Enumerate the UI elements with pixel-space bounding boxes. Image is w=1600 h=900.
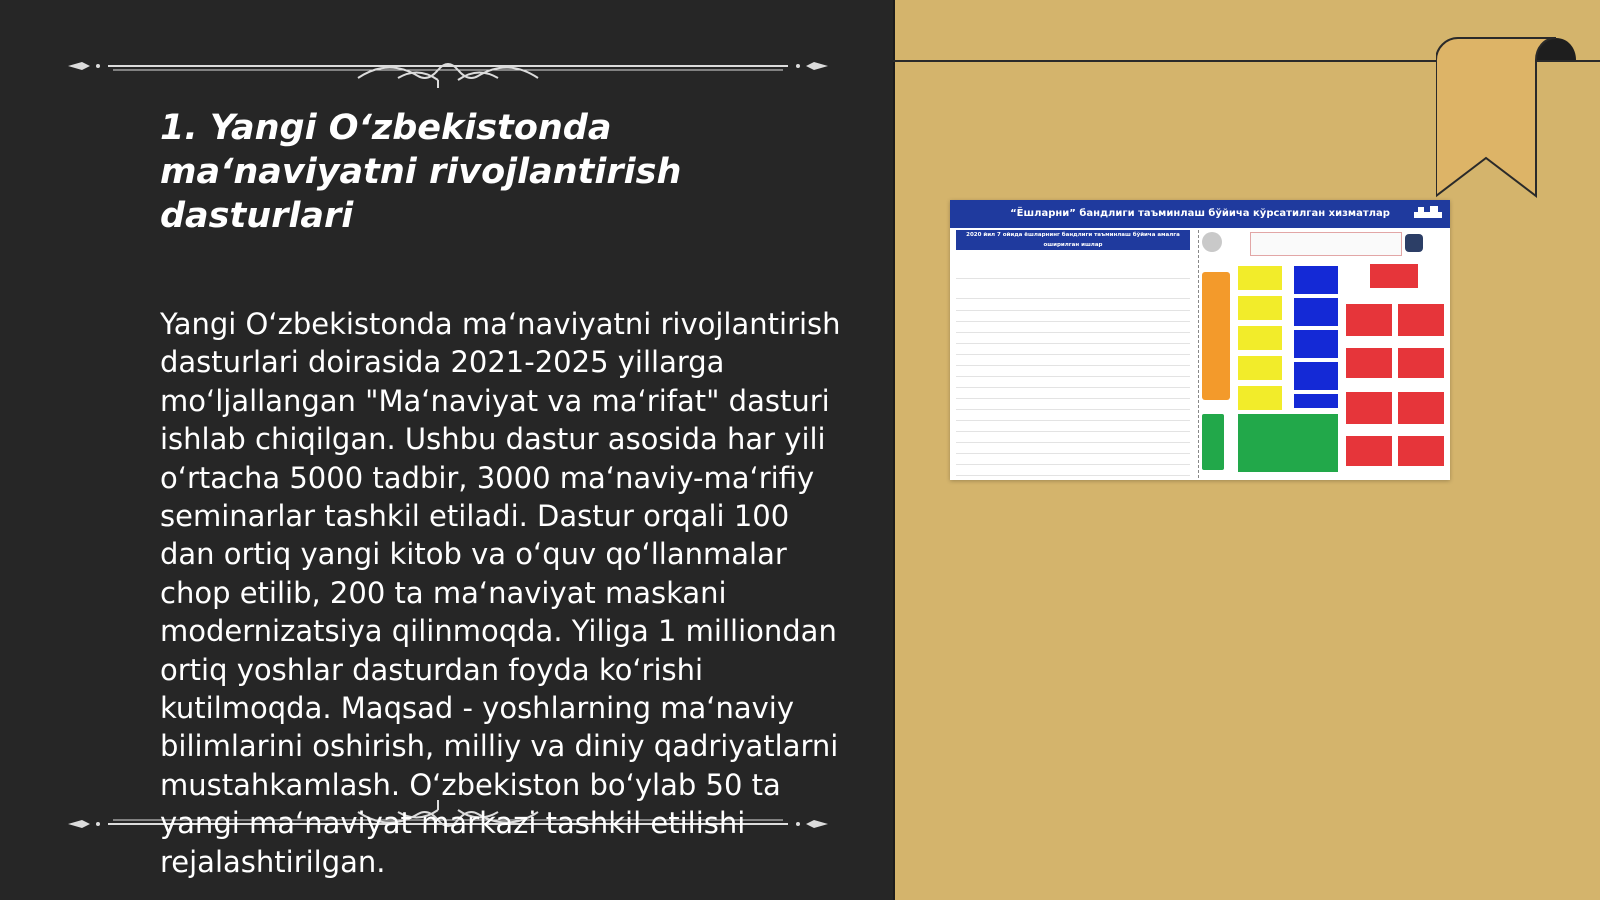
table-row xyxy=(956,366,1190,377)
bookmark-ribbon-icon xyxy=(1436,36,1576,198)
table-row xyxy=(956,266,1190,279)
table-row xyxy=(956,443,1190,454)
table-row xyxy=(956,410,1190,421)
infographic-header xyxy=(950,200,1450,228)
yellow-box xyxy=(1238,266,1282,290)
table-row xyxy=(956,288,1190,299)
table-row xyxy=(956,465,1190,476)
green-column-box xyxy=(1202,414,1224,470)
emblem-icon xyxy=(1202,232,1222,252)
blue-box xyxy=(1294,266,1338,294)
logo-icon xyxy=(1412,204,1444,222)
blue-box xyxy=(1294,394,1338,408)
table-row xyxy=(956,300,1190,311)
table-row xyxy=(956,355,1190,366)
table-row xyxy=(956,322,1190,333)
table-row xyxy=(956,388,1190,399)
red-box xyxy=(1398,392,1444,424)
table-row xyxy=(956,344,1190,355)
blue-box xyxy=(1294,330,1338,358)
red-box xyxy=(1346,348,1392,378)
infographic-image xyxy=(950,200,1450,480)
yellow-box xyxy=(1238,326,1282,350)
blue-box xyxy=(1294,298,1338,326)
yellow-box xyxy=(1238,296,1282,320)
top-ornament xyxy=(68,48,828,88)
red-box xyxy=(1346,436,1392,466)
orange-column-box xyxy=(1202,272,1230,400)
red-box xyxy=(1346,392,1392,424)
table-row xyxy=(956,421,1190,432)
table-row xyxy=(956,432,1190,443)
infographic-header-text: “Ёшларни” бандлиги таъминлаш бўйича кўрсатилган хизматлар xyxy=(1010,208,1390,219)
table-row xyxy=(956,333,1190,344)
infographic-note-box xyxy=(1250,232,1402,256)
yellow-box xyxy=(1238,386,1282,410)
table-row xyxy=(956,454,1190,465)
infographic-table xyxy=(956,230,1190,474)
red-box xyxy=(1398,436,1444,466)
slide-body-text: Yangi O‘zbekistonda ma‘naviyatni rivojlantirish dasturlari doirasida 2021-2025 yillarga mo‘ljallangan "Ma‘naviyat va ma‘rifat" dasturi ishlab chiqilgan. Ushbu dastur asosida har yili o‘rtacha 5000 tadbir, 3000 ma‘naviy-ma‘rifiy seminarlar tashkil etiladi. Dastur orqali 100 dan ortiq yangi kitob va o‘quv qo‘llanmalar chop etilib, 200 ta ma‘naviyat maskani modernizatsiya qilinmoqda. Yiliga 1 milliondan ortiq yoshlar dasturdan foyda ko‘rishi kutilmoqda. Maqsad - yoshlarning ma‘naviy bilimlarini oshirish, milliy va diniy qadriyatlarni mustahkamlash. O‘zbekiston bo‘ylab 50 ta yangi ma‘naviyat markazi tashkil etilishi rejalashtirilgan. xyxy=(160,307,841,879)
table-row xyxy=(956,311,1190,322)
red-box xyxy=(1398,348,1444,378)
blue-box xyxy=(1294,362,1338,390)
green-box xyxy=(1238,414,1338,472)
infographic-table-title: 2020 йил 7 ойида ёшларнинг бандлиги таъминлаш бўйича амалга оширилган ишлар xyxy=(956,230,1190,250)
red-box xyxy=(1346,304,1392,336)
bird-emblem-icon xyxy=(1405,234,1423,252)
infographic-separator xyxy=(1198,230,1199,478)
table-row xyxy=(956,377,1190,388)
red-box xyxy=(1370,264,1418,288)
table-row xyxy=(956,399,1190,410)
slide-title: 1. Yangi O‘zbekistonda ma‘naviyatni rivojlantirish dasturlari xyxy=(160,108,682,236)
panel-divider xyxy=(893,0,895,900)
yellow-box xyxy=(1238,356,1282,380)
red-box xyxy=(1398,304,1444,336)
